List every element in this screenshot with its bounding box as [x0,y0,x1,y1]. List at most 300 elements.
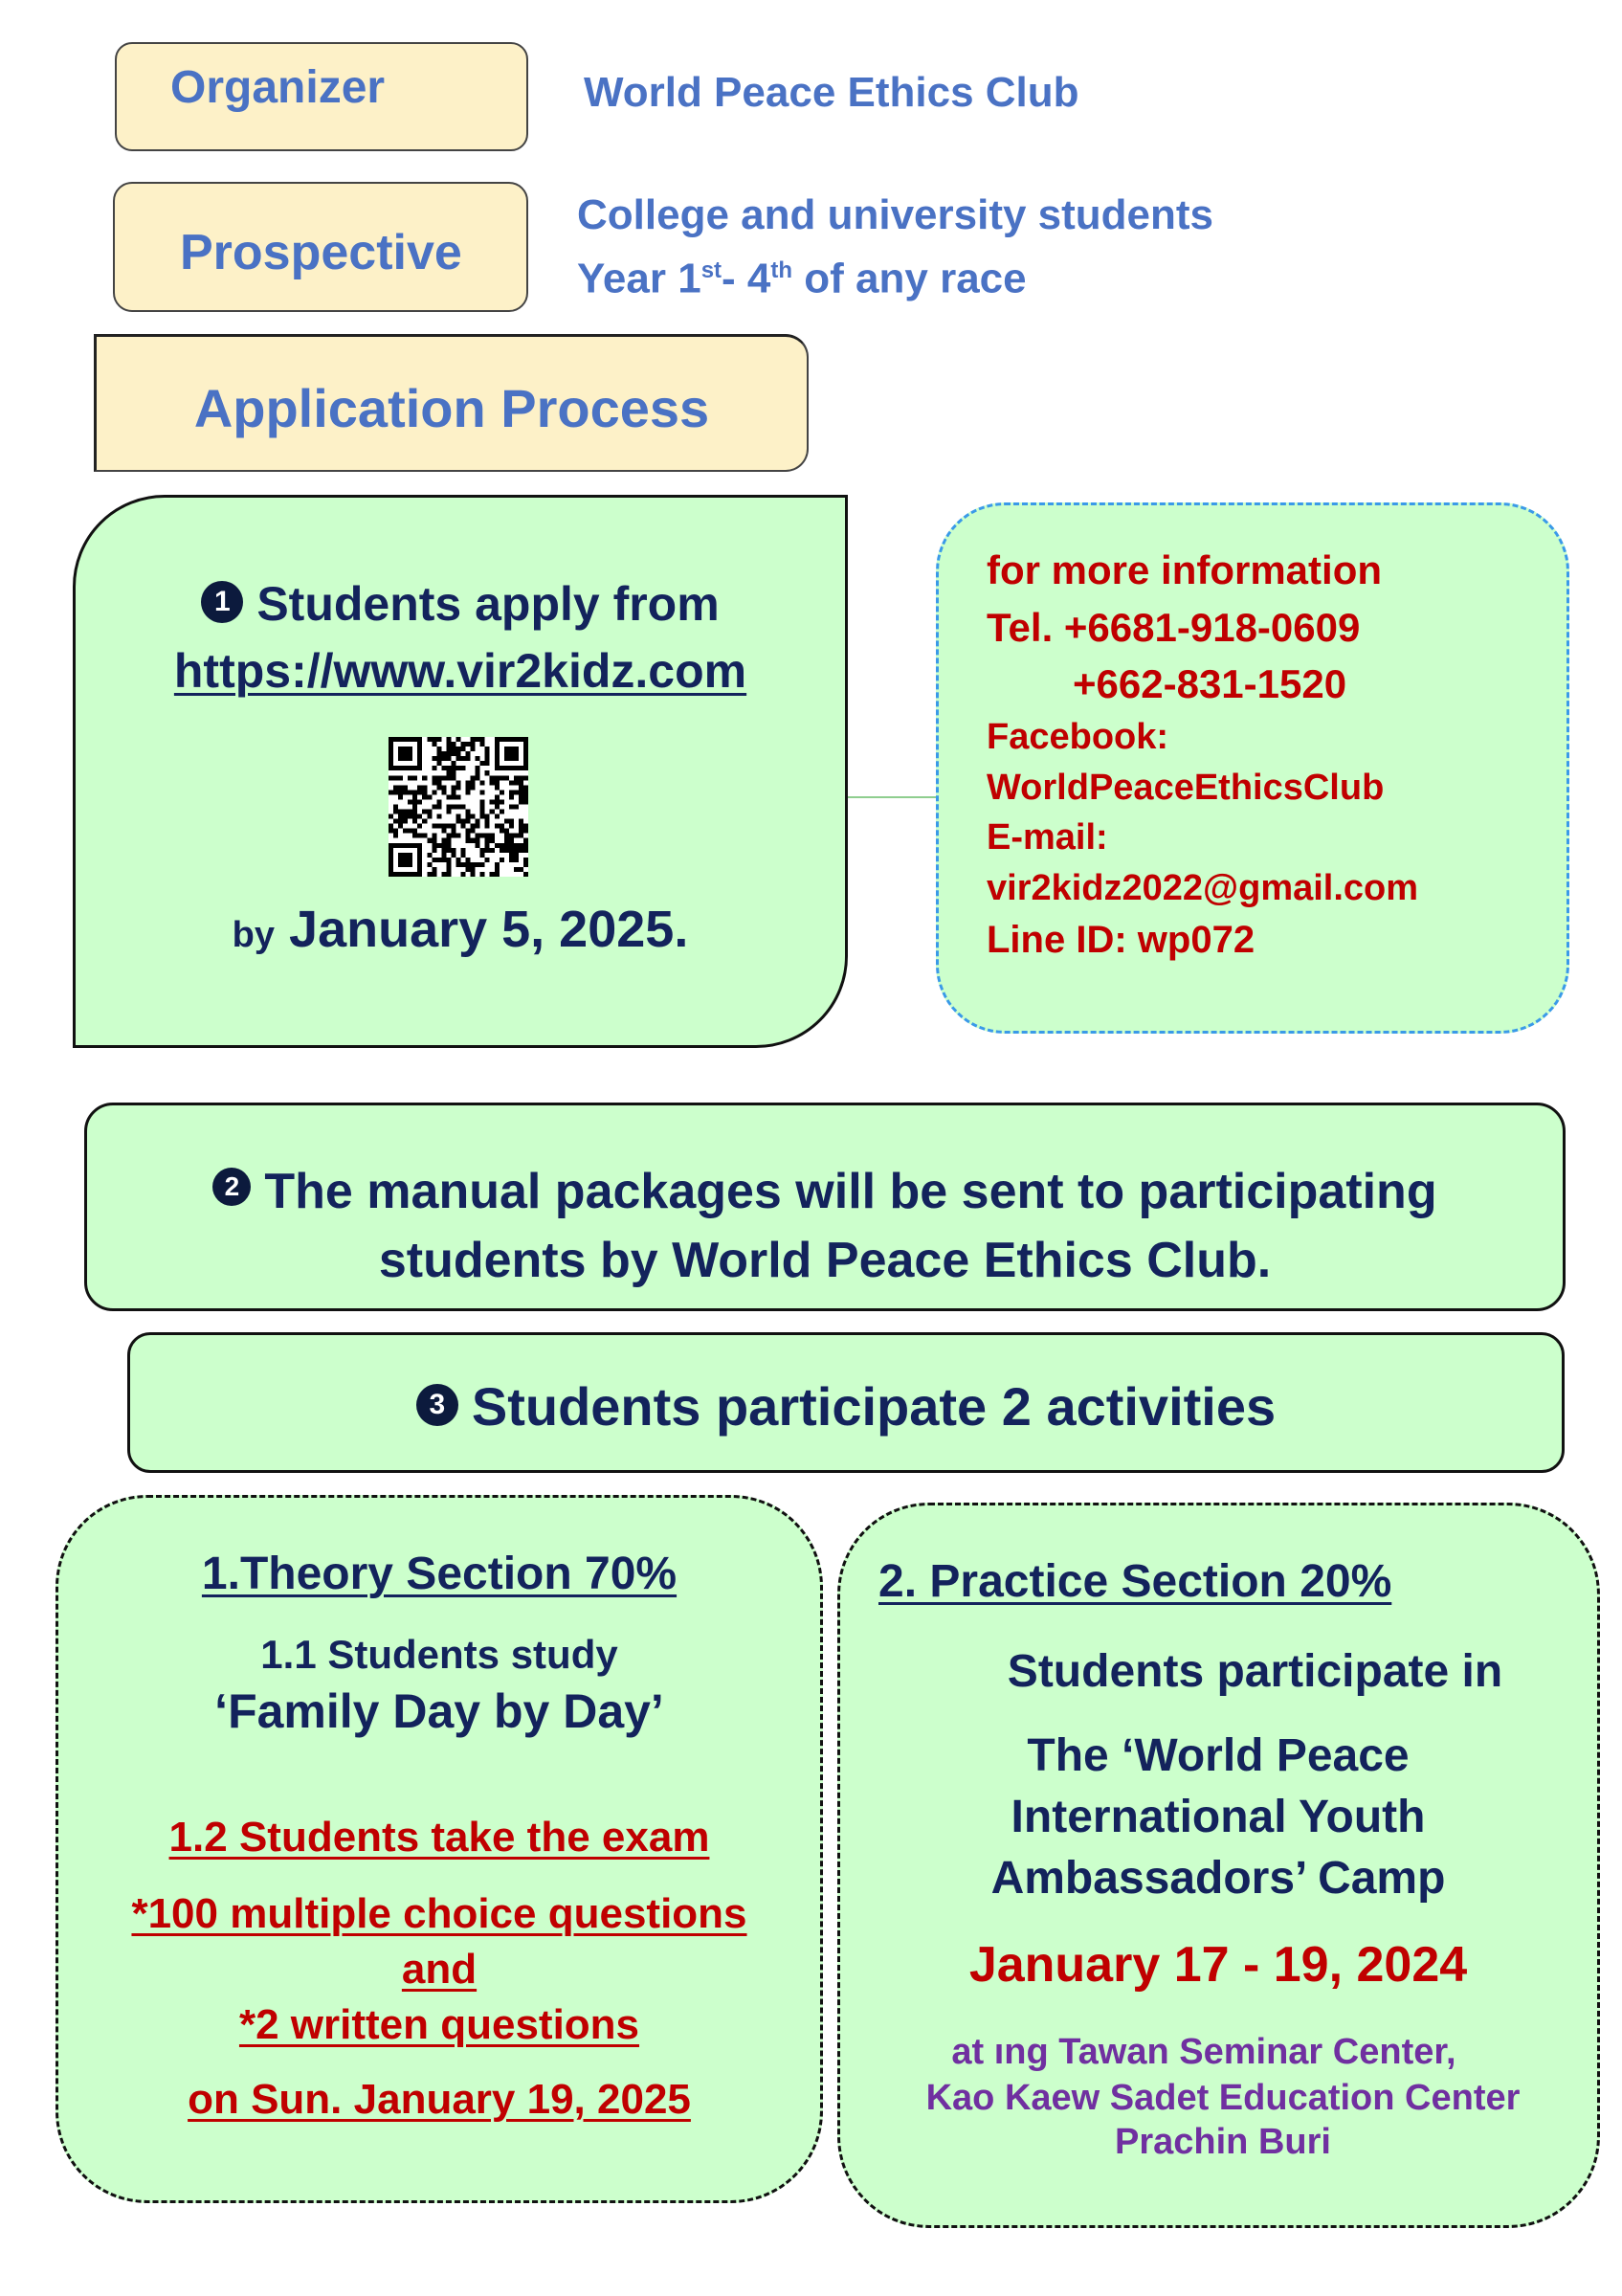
qr-module [427,810,432,814]
qr-module [504,775,509,780]
qr-module [436,814,441,819]
qr-module [417,848,422,853]
info-box [936,502,1569,1034]
qr-module [451,824,455,829]
qr-module [422,785,427,790]
qr-module [519,785,523,790]
practice-title: 2. Practice Section 20% [878,1556,1392,1607]
qr-module [523,775,528,780]
qr-module [441,872,446,877]
qr-module [412,834,417,838]
qr-module [495,761,500,766]
practice-line1: Students participate in [1007,1646,1503,1697]
qr-module [504,747,509,751]
qr-module [403,751,408,756]
qr-module [455,834,460,838]
qr-module [461,804,466,809]
qr-module [455,858,460,862]
qr-module [476,838,480,843]
qr-module [408,814,412,819]
qr-module [451,742,455,747]
qr-module [500,737,504,742]
theory-title: 1.Theory Section 70% [201,1549,678,1599]
qr-module [490,838,495,843]
qr-module [461,766,466,770]
qr-module [471,747,476,751]
qr-module [389,867,393,872]
qr-module [417,853,422,858]
qr-module [441,824,446,829]
qr-module [427,814,432,819]
qr-module [476,737,480,742]
qr-module [389,742,393,747]
qr-module [476,819,480,824]
qr-module [432,775,436,780]
qr-module [393,843,398,848]
qr-module [432,804,436,809]
qr-module [389,747,393,751]
qr-module [504,834,509,838]
qr-module [500,810,504,814]
qr-module [523,790,528,794]
qr-module [509,780,514,785]
qr-module [466,838,471,843]
qr-module [451,834,455,838]
qr-module [398,775,403,780]
qr-module [509,843,514,848]
qr-module [466,756,471,761]
qr-module [455,751,460,756]
qr-module [432,756,436,761]
qr-module [523,862,528,867]
qr-module [485,858,490,862]
qr-module [408,756,412,761]
qr-module [389,848,393,853]
qr-module [422,834,427,838]
qr-module [446,843,451,848]
qr-module [389,853,393,858]
qr-module [408,872,412,877]
qr-module [408,799,412,804]
qr-module [412,737,417,742]
qr-module [519,834,523,838]
qr-module [398,819,403,824]
qr-module [495,780,500,785]
qr-module [523,843,528,848]
qr-module [393,819,398,824]
qr-module [412,766,417,770]
qr-module [403,790,408,794]
qr-module [417,843,422,848]
qr-module [514,867,519,872]
qr-module [509,848,514,853]
qr-module [403,737,408,742]
qr-module [480,814,485,819]
qr-module [422,819,427,824]
qr-module [422,775,427,780]
qr-module [495,814,500,819]
qr-module [519,766,523,770]
qr-module [398,785,403,790]
qr-module [500,843,504,848]
prospective-line2 [577,243,1213,307]
qr-module [500,790,504,794]
qr-module [471,829,476,834]
qr-module [504,838,509,843]
qr-module [504,737,509,742]
qr-module [451,770,455,775]
qr-module [471,872,476,877]
qr-module [523,737,528,742]
step3-text [130,1375,1562,1438]
step3-box [127,1332,1565,1473]
theory-exam-line3: *2 written questions [238,2001,640,2048]
qr-module [495,862,500,867]
qr-module [485,834,490,838]
qr-module [393,804,398,809]
qr-module [480,834,485,838]
qr-module [436,751,441,756]
practice-venue-line1: at ıng Tawan Seminar Center, [951,2032,1456,2072]
qr-module [417,858,422,862]
qr-module [403,747,408,751]
qr-module [403,756,408,761]
qr-module [432,824,436,829]
prospective-line1: College and university students [577,191,1214,238]
prospective-label: Prospective [180,225,462,280]
qr-module [432,834,436,838]
qr-module [427,737,432,742]
qr-module [495,794,500,799]
qr-module [476,775,480,780]
qr-module [408,790,412,794]
qr-module [523,848,528,853]
qr-module [422,810,427,814]
qr-module [523,872,528,877]
qr-module [446,804,451,809]
qr-module [509,766,514,770]
qr-module [490,780,495,785]
step1-deadline-prefix: by [232,915,276,955]
qr-module [495,867,500,872]
qr-module [432,848,436,853]
qr-module [519,843,523,848]
qr-module [485,819,490,824]
prospective-value [577,188,1213,307]
qr-module [389,829,393,834]
qr-module [446,747,451,751]
qr-module [412,843,417,848]
qr-module [432,790,436,794]
qr-module [476,770,480,775]
qr-module [495,742,500,747]
qr-module [471,742,476,747]
qr-module [398,747,403,751]
qr-module [490,834,495,838]
practice-venue-line3: Prachin Buri [1115,2122,1331,2162]
qr-module [495,872,500,877]
qr-module [495,737,500,742]
qr-module [389,872,393,877]
qr-module [455,804,460,809]
qr-module [446,770,451,775]
qr-module [408,862,412,867]
organizer-value: World Peace Ethics Club [584,69,1079,116]
info-heading: for more information [987,547,1383,592]
qr-module [451,775,455,780]
qr-module [417,761,422,766]
qr-module [417,862,422,867]
qr-module [441,766,446,770]
qr-module [455,819,460,824]
qr-module [466,819,471,824]
qr-module [403,862,408,867]
qr-module [480,780,485,785]
qr-module [417,747,422,751]
qr-module [389,737,393,742]
qr-module [417,737,422,742]
qr-module [436,799,441,804]
qr-module [427,872,432,877]
qr-code-icon[interactable] [389,737,528,877]
step2-line2: students by World Peace Ethics Club. [378,1233,1272,1288]
prospective-sup-th: th [770,257,793,283]
qr-module [485,770,490,775]
qr-module [441,838,446,843]
qr-module [403,872,408,877]
step1-deadline [76,900,845,959]
qr-module [441,848,446,853]
qr-module [471,785,476,790]
qr-module [523,766,528,770]
qr-module [446,858,451,862]
qr-module [446,756,451,761]
info-facebook-label: Facebook: [987,717,1169,757]
qr-module [471,737,476,742]
qr-module [432,867,436,872]
qr-module [490,810,495,814]
qr-module [519,824,523,829]
qr-module [480,799,485,804]
qr-module [436,775,441,780]
qr-module [432,766,436,770]
qr-module [523,747,528,751]
organizer-label-box [115,42,528,151]
qr-module [455,814,460,819]
qr-module [441,790,446,794]
theory-item1-line1: 1.1 Students study [260,1632,618,1677]
info-facebook-value[interactable]: WorldPeaceEthicsClub [987,768,1385,808]
qr-module [514,834,519,838]
qr-module [523,761,528,766]
qr-module [417,790,422,794]
practice-dates: January 17 - 19, 2024 [968,1937,1468,1993]
info-tel[interactable]: Tel. +6681-918-0609 [987,605,1361,650]
qr-module [408,843,412,848]
step1-url-link[interactable]: https://www.vir2kidz.com [173,644,747,698]
qr-module [495,766,500,770]
qr-module [490,848,495,853]
qr-module [490,799,495,804]
prospective-year-end: - 4 [722,255,771,302]
qr-module [422,794,427,799]
qr-module [485,761,490,766]
qr-module [519,819,523,824]
qr-module [509,751,514,756]
prospective-year-start: Year 1 [577,255,701,302]
qr-module [461,747,466,751]
qr-module [389,766,393,770]
qr-module [412,804,417,809]
info-tel2[interactable]: +662-831-1520 [1073,661,1347,706]
qr-module [500,829,504,834]
qr-module [412,794,417,799]
step1-deadline-date: January 5, 2025. [289,901,689,958]
qr-module [523,858,528,862]
qr-module [509,834,514,838]
qr-module [446,872,451,877]
qr-module [471,814,476,819]
qr-module [514,853,519,858]
practice-venue-line2: Kao Kaew Sadet Education Center [925,2078,1521,2118]
qr-module [476,862,480,867]
qr-module [514,751,519,756]
qr-module [412,775,417,780]
qr-module [408,737,412,742]
qr-module [417,872,422,877]
qr-module [480,872,485,877]
qr-module [441,785,446,790]
qr-module [509,747,514,751]
qr-module [504,766,509,770]
qr-module [446,838,451,843]
qr-module [509,804,514,809]
qr-module [466,785,471,790]
qr-module [408,751,412,756]
application-process-box [94,334,809,472]
qr-module [519,867,523,872]
qr-module [389,843,393,848]
qr-module [446,824,451,829]
qr-module [446,810,451,814]
qr-module [500,858,504,862]
qr-module [446,834,451,838]
prospective-sup-st: st [700,257,722,283]
qr-module [398,814,403,819]
qr-module [466,790,471,794]
qr-module [514,766,519,770]
organizer-label: Organizer [170,62,386,113]
qr-module [455,766,460,770]
qr-module [417,751,422,756]
qr-module [461,862,466,867]
prospective-race: of any race [792,255,1027,302]
qr-module [389,790,393,794]
qr-module [514,747,519,751]
qr-module [393,785,398,790]
qr-module [403,819,408,824]
qr-module [495,824,500,829]
qr-module [519,829,523,834]
qr-module [514,790,519,794]
qr-module [417,867,422,872]
qr-module [490,872,495,877]
qr-module [514,848,519,853]
qr-module [408,829,412,834]
qr-module [523,751,528,756]
qr-module [455,862,460,867]
qr-module [500,775,504,780]
qr-module [412,829,417,834]
qr-module [403,858,408,862]
qr-module [514,858,519,862]
qr-module [403,785,408,790]
qr-module [504,843,509,848]
qr-module [480,853,485,858]
practice-section-box [837,1503,1600,2228]
qr-module [412,790,417,794]
qr-module [495,804,500,809]
qr-module [432,843,436,848]
qr-module [436,761,441,766]
qr-module [495,799,500,804]
qr-module [427,838,432,843]
qr-module [500,824,504,829]
qr-module [455,780,460,785]
qr-module [432,872,436,877]
qr-module [500,766,504,770]
qr-module [417,766,422,770]
qr-module [412,799,417,804]
qr-module [480,810,485,814]
qr-module [451,829,455,834]
qr-module [427,853,432,858]
qr-module [446,742,451,747]
qr-module [466,751,471,756]
qr-module [514,737,519,742]
qr-module [523,785,528,790]
qr-module [441,858,446,862]
qr-module [451,761,455,766]
qr-module [446,862,451,867]
qr-module [408,858,412,862]
qr-module [504,756,509,761]
qr-module [466,867,471,872]
qr-module [389,751,393,756]
qr-module [495,775,500,780]
qr-module [495,843,500,848]
qr-module [461,756,466,761]
qr-module [485,814,490,819]
info-email-value[interactable]: vir2kidz2022@gmail.com [987,868,1419,908]
qr-module [436,858,441,862]
step1-box [73,495,848,1048]
qr-module [398,766,403,770]
qr-module [398,862,403,867]
qr-module [455,747,460,751]
qr-module [446,751,451,756]
qr-module [476,824,480,829]
qr-module [417,834,422,838]
qr-module [476,766,480,770]
qr-module [471,867,476,872]
qr-module [412,814,417,819]
practice-camp-line2: International Youth [1011,1792,1426,1842]
qr-module [504,751,509,756]
qr-module [461,824,466,829]
qr-module [471,838,476,843]
qr-module [451,848,455,853]
